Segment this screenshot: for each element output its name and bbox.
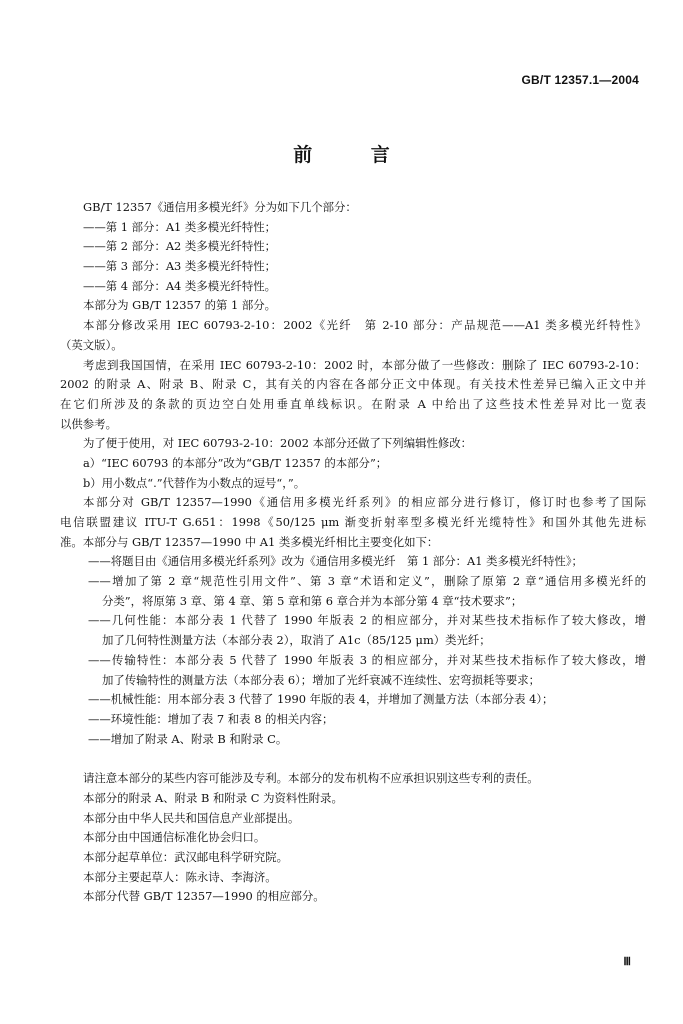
list-item: ——第 1 部分：A1 类多模光纤特性； bbox=[83, 219, 277, 234]
list-item: 加了传输特性的测量方法（本部分表 6）；增加了光纤衰减不连续性、宏弯损耗等要求； bbox=[102, 672, 541, 687]
paragraph-line: 2002 的附录 A、附录 B、附录 C，其有关的内容在各部分正文中体现。有关技术性差异已编入正文中并 bbox=[60, 377, 646, 392]
list-item: ——机械性能：用本部分表 3 代替了 1990 年版的表 4，并增加了测量方法（本部分表 4）； bbox=[88, 692, 554, 707]
paragraph-line: （英文版）。 bbox=[60, 337, 123, 352]
list-item: ——增加了第 2 章“规范性引用文件”、第 3 章“术语和定义”，删除了原第 2 章“通信用多模光纤的 bbox=[88, 574, 646, 589]
paragraph-line: 本部分的附录 A、附录 B 和附录 C 为资料性附录。 bbox=[83, 790, 343, 805]
list-item: ——将题目由《通信用多模光纤系列》改为《通信用多模光纤 第 1 部分：A1 类多模光纤特性》； bbox=[88, 554, 583, 569]
paragraph-line: 本部分由中华人民共和国信息产业部提出。 bbox=[83, 810, 300, 825]
list-item: ——几何性能：本部分表 1 代替了 1990 年版表 2 的相应部分，并对某些技术指标作了较大修改，增 bbox=[88, 613, 646, 628]
paragraph-line: 本部分修改采用 IEC 60793-2-10：2002《光纤 第 2-10 部分：产品规范——A1 类多模光纤特性》 bbox=[83, 318, 646, 333]
paragraph-line: 本部分由中国通信标准化协会归口。 bbox=[83, 830, 266, 845]
list-item: 加了几何特性测量方法（本部分表 2），取消了 A1c（85/125 μm）类光纤； bbox=[102, 633, 491, 648]
paragraph-line: 本部分对 GB/T 12357—1990《通信用多模光纤系列》的相应部分进行修订，修订时也参考了国际 bbox=[83, 495, 646, 510]
paragraph-line: 本部分主要起草人：陈永诗、李海济。 bbox=[83, 869, 277, 884]
list-item: 分类”，将原第 3 章、第 4 章、第 5 章和第 6 章合并为本部分第 4 章“技术要求”； bbox=[102, 593, 523, 608]
paragraph-line: 电信联盟建议 ITU-T G.651：1998《50/125 μm 渐变折射率型多模光纤光缆特性》和国外其他先进标 bbox=[60, 515, 646, 529]
standard-code: GB/T 12357.1—2004 bbox=[521, 73, 639, 87]
list-item: b）用小数点“.”代替作为小数点的逗号“，”。 bbox=[83, 475, 306, 490]
paragraph-line: 在它们所涉及的条款的页边空白处用垂直单线标识。在附录 A 中给出了这些技术性差异对比一览表 bbox=[60, 396, 646, 411]
paragraph-line: 为了便于使用，对 IEC 60793-2-10：2002 本部分还做了下列编辑性修改： bbox=[83, 436, 473, 451]
list-item: ——环境性能：增加了表 7 和表 8 的相关内容； bbox=[88, 711, 334, 726]
paragraph-line: 本部分为 GB/T 12357 的第 1 部分。 bbox=[83, 298, 277, 313]
list-item: ——第 3 部分：A3 类多模光纤特性； bbox=[83, 259, 277, 274]
list-item: ——增加了附录 A、附录 B 和附录 C。 bbox=[88, 731, 288, 746]
paragraph-line: 准。本部分与 GB/T 12357—1990 中 A1 类多模光纤相比主要变化如下： bbox=[60, 534, 439, 549]
page-title: 前 言 bbox=[293, 144, 416, 166]
paragraph-line: 以供参考。 bbox=[60, 416, 117, 431]
paragraph-line: 本部分代替 GB/T 12357—1990 的相应部分。 bbox=[83, 889, 325, 904]
paragraph-line: GB/T 12357《通信用多模光纤》分为如下几个部分： bbox=[83, 200, 357, 214]
list-item: a）“IEC 60793 的本部分”改为“GB/T 12357 的本部分”； bbox=[83, 455, 388, 470]
paragraph-line: 本部分起草单位：武汉邮电科学研究院。 bbox=[83, 850, 289, 864]
list-item: ——传输特性：本部分表 5 代替了 1990 年版表 3 的相应部分，并对某些技术指标作了较大修改，增 bbox=[88, 652, 646, 667]
list-item: ——第 2 部分：A2 类多模光纤特性； bbox=[83, 239, 277, 254]
paragraph-line: 考虑到我国国情，在采用 IEC 60793-2-10：2002 时，本部分做了一些修改：删除了 IEC 60793-2-10： bbox=[83, 357, 646, 372]
document-body bbox=[60, 198, 646, 907]
page-number: Ⅲ bbox=[623, 956, 631, 968]
list-item: ——第 4 部分：A4 类多模光纤特性。 bbox=[83, 278, 277, 293]
paragraph-line: 请注意本部分的某些内容可能涉及专利。本部分的发布机构不应承担识别这些专利的责任。 bbox=[83, 771, 539, 786]
